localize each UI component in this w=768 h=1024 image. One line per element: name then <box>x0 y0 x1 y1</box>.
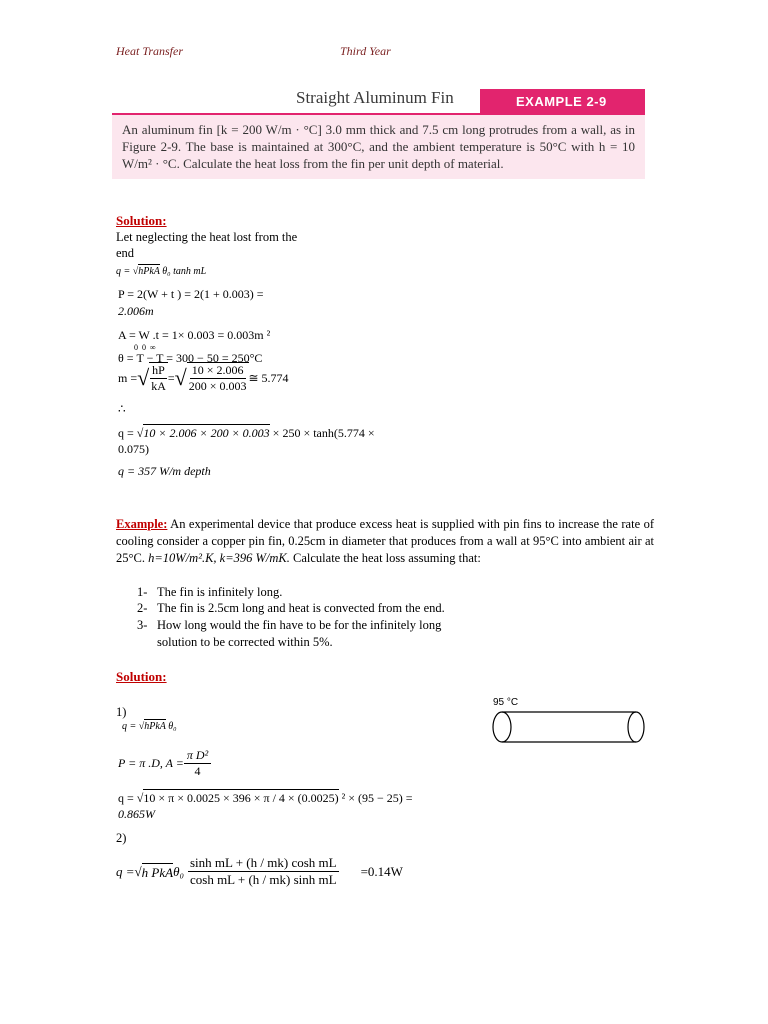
eq-sign: = <box>167 370 175 385</box>
frac-den: 200 × 0.003 <box>188 379 247 393</box>
eq-rest: θ₀ <box>165 721 177 732</box>
fraction-area <box>184 748 211 779</box>
frac-num: sinh mL + (h / mk) cosh mL <box>189 855 337 870</box>
solution-intro-line2: end <box>116 246 135 260</box>
list-item <box>137 617 477 651</box>
list-text: The fin is infinitely long. <box>157 585 283 599</box>
frac-num: 10 × 2.006 <box>191 363 244 377</box>
header-year: Third Year <box>340 44 391 58</box>
eq-root: hPkA <box>138 266 160 277</box>
eq-lhs: q = <box>116 266 133 277</box>
equation-p-a <box>118 748 211 779</box>
eq-theta: θ₀ <box>173 863 184 879</box>
example-title: Straight Aluminum Fin <box>296 88 454 107</box>
frac-num: hP <box>152 363 165 377</box>
header-subject: Heat Transfer <box>116 44 184 58</box>
fin-base-ellipse <box>493 712 511 742</box>
frac-den: cosh mL + (h / mk) sinh mL <box>189 872 337 887</box>
eq-result: ≅ 5.774 <box>248 370 289 385</box>
part2-label: 2) <box>116 831 127 845</box>
list-number: 2- <box>137 601 148 615</box>
eq-root: h PkA <box>141 864 174 880</box>
eq-rest: ² × (95 − 25) = <box>338 791 413 805</box>
fin-tip-ellipse <box>628 712 644 742</box>
eq-rest: θ₀ tanh mL <box>159 266 207 277</box>
equation-heat-loss: q = √10 × 2.006 × 200 × 0.003 × 250 × tanh(5.774 × <box>118 426 375 440</box>
equation-convective-tip: q = √ h PkA θ₀ $\frac{\text{sinh mL + (h / mk) cosh mL}}{\text{cosh mL + (h / mk) sinh mL}}$ =0.14W <box>116 855 403 887</box>
frac-den: kA <box>151 379 166 393</box>
example-text: An experimental device that produce excess heat is supplied with pin fins to increase the rate of cooling consider a copper pin fin, 0.25cm in diameter that produces from a wall at 95°C into ambient air at 25°C. <box>116 517 654 565</box>
eq-lhs: q = <box>118 791 137 805</box>
frac-den: 4 <box>194 764 201 778</box>
list-text: How long would the fin have to be for the infinitely long solution to be corrected within 5%. <box>157 618 442 649</box>
frac-num: π D² <box>184 748 211 764</box>
eq-rest: × 250 × tanh(5.774 × <box>269 426 375 440</box>
list-number: 1- <box>137 585 148 599</box>
eq-root: 10 × 2.006 × 200 × 0.003 <box>143 426 270 440</box>
eq-p: P = π .D, A = <box>118 756 184 770</box>
list-text: The fin is 2.5cm long and heat is convected from the end. <box>157 601 445 615</box>
equation-temperature: θ = T − T = 300 − 50 = 250°C <box>118 351 263 365</box>
fraction-hp-ka <box>149 362 168 394</box>
eq-lhs: q = <box>118 426 137 440</box>
list-number: 3- <box>137 618 148 632</box>
equation-perimeter-line2: 2.006m <box>118 304 154 318</box>
list-item <box>137 584 657 601</box>
equation-result: q = 357 W/m depth <box>118 464 211 478</box>
example-paragraph <box>116 516 654 567</box>
equation-infinite-fin: q = √hPkA θ₀ <box>122 721 177 732</box>
equation-infinite-result-line2: 0.865W <box>118 807 155 821</box>
fraction-sinh-cosh <box>188 855 339 888</box>
solution-heading: Solution: <box>116 213 167 228</box>
equation-area: A = W .t = 1× 0.003 = 0.003m ² <box>118 328 271 342</box>
list-item <box>137 600 657 617</box>
solution2-heading: Solution: <box>116 669 167 684</box>
example-text-end: Calculate the heat loss assuming that: <box>289 551 481 565</box>
figure-temperature-label: 95 °C <box>493 697 519 708</box>
therefore-symbol: ∴ <box>118 402 126 416</box>
equation-heat-rate: q = √hPkA θ₀ tanh mL <box>116 266 207 277</box>
eq-lhs: q = <box>116 863 135 879</box>
equation-m: m = √ $\frac{hP}{kA}$ = √ $\frac{10 \times 2.006}{200 \times 0.003}$ ≅ 5.774 <box>118 363 289 393</box>
equation-heat-loss-line2: 0.075) <box>118 442 149 456</box>
subscript-marks: 0 0 ∞ <box>134 343 157 352</box>
equation-infinite-result: q = √10 × π × 0.0025 × 396 × π / 4 × (0.0025) ² × (95 − 25) = <box>118 791 413 805</box>
eq-result: =0.14W <box>360 863 403 879</box>
example-label: Example: <box>116 517 168 531</box>
part1-label: 1) <box>116 705 127 719</box>
pin-fin-figure <box>488 709 648 745</box>
fraction-values <box>187 362 249 394</box>
example-badge: EXAMPLE 2-9 <box>480 89 645 113</box>
eq-root: 10 × π × 0.0025 × 396 × π / 4 × (0.0025) <box>143 791 339 805</box>
solution-intro-line1: Let neglecting the heat lost from the <box>116 230 298 244</box>
eq-lhs: q = <box>122 721 139 732</box>
eq-lhs: m = <box>118 370 138 385</box>
eq-root: hPkA <box>144 721 166 732</box>
equation-perimeter-line1: P = 2(W + t ) = 2(1 + 0.003) = <box>118 287 264 301</box>
example-problem: An aluminum fin [k = 200 W/m · °C] 3.0 mm thick and 7.5 cm long protrudes from a wall, as in Figure 2-9. The base is maintained at 300°C, and the ambient temperature is 50°C with h = 10 W/m² · °C. Calculate the heat loss from the fin per unit depth of material. <box>112 115 645 179</box>
example-params: h=10W/m².K, k=396 W/mK. <box>148 551 290 565</box>
